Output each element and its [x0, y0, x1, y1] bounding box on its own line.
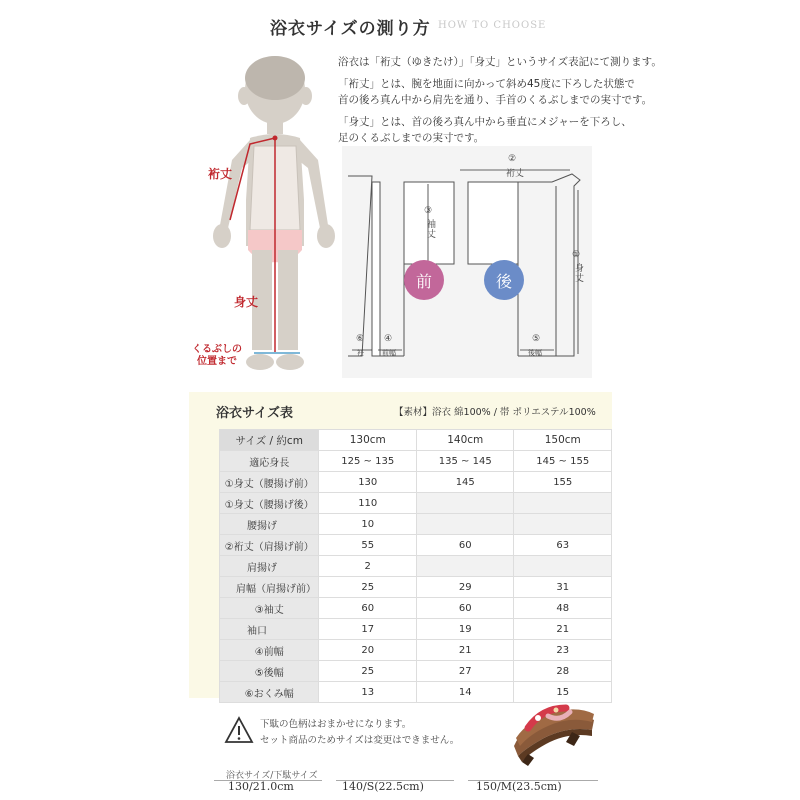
table-row [220, 451, 612, 472]
table-cell-empty [514, 493, 612, 514]
description-yuki: 「裄丈」とは、腕を地面に向かって斜め45度に下ろした状態で 首の後ろ真ん中から肩先を通り、手首のくるぶしまでの実寸です。 [338, 78, 653, 106]
marker-4: ④ [384, 334, 393, 344]
page-subtitle: HOW TO CHOOSE [438, 20, 547, 31]
table-cell: 21 [416, 640, 514, 661]
yukata-outline-illustration [342, 146, 592, 378]
warning-icon [224, 716, 254, 744]
table-cell: 23 [514, 640, 612, 661]
table-cell-empty [416, 493, 514, 514]
size-mapping-caption: 浴衣サイズ/下駄サイズ [226, 771, 318, 781]
table-cell: 155 [514, 472, 612, 493]
table-cell: 28 [514, 661, 612, 682]
table-row [220, 577, 612, 598]
size-mapping [212, 762, 602, 800]
table-cell: 55 [319, 535, 417, 556]
table-cell: 14 [416, 682, 514, 703]
table-cell: 29 [416, 577, 514, 598]
table-cell-empty [514, 556, 612, 577]
row-label: 袖口 [220, 619, 319, 640]
table-cell: 145 ~ 155 [514, 451, 612, 472]
geta-sandal-image [508, 698, 600, 768]
table-row [220, 514, 612, 535]
marker-2-text: 裄丈 [506, 169, 525, 179]
table-row [220, 598, 612, 619]
table-cell: 25 [319, 577, 417, 598]
marker-5: ⑤ [532, 334, 541, 344]
row-label: 肩幅（肩揚げ前） [220, 577, 319, 598]
notice-line-2: セット商品のためサイズは変更はできません。 [260, 735, 460, 746]
table-row [220, 535, 612, 556]
table-cell: 2 [319, 556, 417, 577]
row-label: ①身丈（腰揚げ前） [220, 472, 319, 493]
table-cell: 20 [319, 640, 417, 661]
table-cell: 48 [514, 598, 612, 619]
description-intro: 浴衣は「裄丈（ゆきたけ）」「身丈」というサイズ表記にて測ります。 [338, 56, 662, 68]
marker-1-text: 身丈 [575, 264, 585, 284]
marker-3: ③ [424, 206, 433, 216]
column-header: 140cm [416, 430, 514, 451]
size-option-130: 130/21.0cm [228, 780, 294, 793]
marker-5-text: 後幅 [528, 349, 542, 357]
table-cell: 110 [319, 493, 417, 514]
ankle-label: くるぶしの 位置まで [192, 344, 242, 367]
header-label-cell: サイズ / 約cm [220, 430, 319, 451]
table-row [220, 640, 612, 661]
child-silhouette-illustration [190, 50, 340, 380]
notice-box [222, 712, 522, 752]
row-label: ④前幅 [220, 640, 319, 661]
yuki-label: 裄丈 [208, 167, 233, 181]
table-cell: 125 ~ 135 [319, 451, 417, 472]
table-cell: 63 [514, 535, 612, 556]
size-option-150: 150/M(23.5cm) [476, 780, 562, 793]
row-label: 適応身長 [220, 451, 319, 472]
table-header-row [220, 430, 612, 451]
row-label: ①身丈（腰揚げ後） [220, 493, 319, 514]
size-table-title: 浴衣サイズ表 [216, 406, 293, 421]
table-cell: 21 [514, 619, 612, 640]
table-cell: 19 [416, 619, 514, 640]
table-cell-empty [514, 514, 612, 535]
table-cell: 60 [319, 598, 417, 619]
geta-sandal-icon [508, 698, 600, 768]
table-cell-empty [416, 556, 514, 577]
table-cell: 27 [416, 661, 514, 682]
row-label: ⑥おくみ幅 [220, 682, 319, 703]
material-info: 【素材】浴衣 綿100% / 帯 ポリエステル100% [394, 407, 596, 418]
table-cell: 15 [514, 682, 612, 703]
notice-line-1: 下駄の色柄はおまかせになります。 [260, 719, 412, 730]
row-label: ⑤後幅 [220, 661, 319, 682]
page-title: 浴衣サイズの測り方 [270, 19, 431, 39]
back-badge: 後 [484, 260, 524, 300]
table-row [220, 556, 612, 577]
measurement-description [338, 54, 798, 152]
marker-6: ⑥ [356, 334, 365, 344]
front-badge: 前 [404, 260, 444, 300]
table-cell: 60 [416, 598, 514, 619]
marker-2: ② [508, 154, 517, 164]
table-cell: 60 [416, 535, 514, 556]
row-label: 腰揚げ [220, 514, 319, 535]
table-cell: 130 [319, 472, 417, 493]
table-cell: 17 [319, 619, 417, 640]
size-option-140: 140/S(22.5cm) [342, 780, 424, 793]
table-cell: 145 [416, 472, 514, 493]
page-header [0, 14, 800, 44]
table-row [220, 661, 612, 682]
row-label: ②裄丈（肩揚げ前） [220, 535, 319, 556]
table-cell: 13 [319, 682, 417, 703]
child-figure [190, 50, 340, 380]
marker-1: ① [572, 250, 581, 260]
column-header: 150cm [514, 430, 612, 451]
table-cell: 10 [319, 514, 417, 535]
table-row [220, 619, 612, 640]
table-row [220, 493, 612, 514]
row-label: ③袖丈 [220, 598, 319, 619]
marker-3-text: 袖丈 [427, 220, 437, 240]
table-cell: 25 [319, 661, 417, 682]
marker-6-text: 衽 [357, 349, 364, 357]
table-cell: 135 ~ 145 [416, 451, 514, 472]
description-mitake: 「身丈」とは、首の後ろ真ん中から垂直にメジャーを下ろし、 足のくるぶしまでの実寸です。 [338, 116, 632, 144]
mitake-label: 身丈 [234, 295, 259, 309]
table-cell: 31 [514, 577, 612, 598]
column-header: 130cm [319, 430, 417, 451]
row-label: 肩揚げ [220, 556, 319, 577]
size-table [219, 429, 612, 703]
table-cell-empty [416, 514, 514, 535]
table-row [220, 472, 612, 493]
marker-4-text: 前幅 [382, 349, 396, 357]
size-table-panel [189, 392, 612, 698]
yukata-diagram [342, 146, 592, 378]
